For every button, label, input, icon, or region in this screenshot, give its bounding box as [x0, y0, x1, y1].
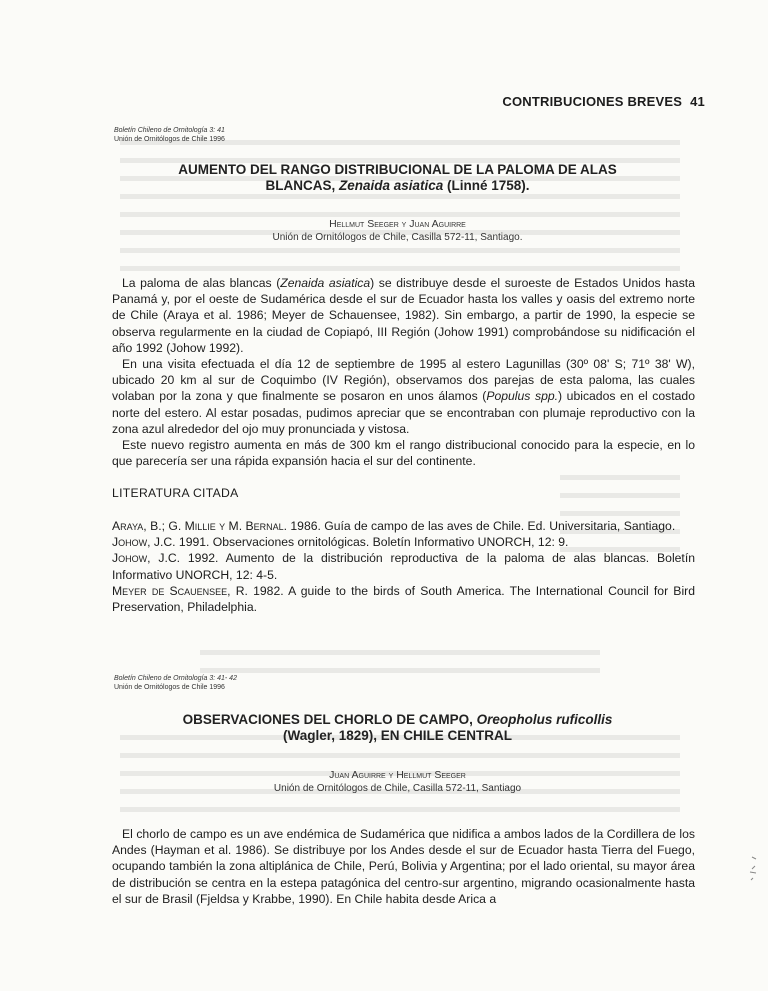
- paragraph: El chorlo de campo es un ave endémica de Sudamérica que nidifica a ambos lados de la Cordillera de los Andes (Hayman et al. 1986). Se distribuye por los Andes desde el sur de Ecuador hasta Tierra del Fuego, ocupando también la zona altiplánica de Chile, Perú, Bolivia y Argentina; por el lado oriental, su mayor área de distribución se centra en la estepa patagónica del centro-sur argentino, migrando ocasionalmente hasta el sur de Brasil (Fjeldsa y Krabbe, 1990). En Chile habita desde Arica a: [112, 827, 695, 906]
- title-line-1: AUMENTO DEL RANGO DISTRIBUCIONAL DE LA PALOMA DE ALAS: [178, 162, 617, 177]
- authors: Juan Aguirre y Hellmut Seeger: [329, 769, 466, 781]
- author-block-2: [110, 768, 685, 796]
- title-line-2: (Wagler, 1829), EN CHILE CENTRAL: [282, 728, 513, 743]
- reference-list: [112, 518, 695, 615]
- affiliation: Unión de Ornitólogos de Chile, Casilla 572-11, Santiago: [273, 783, 522, 794]
- species-name: Oreopholus ruficollis: [476, 712, 613, 727]
- article-title-2: [110, 712, 685, 744]
- reference-item: Meyer de Scauensee, R. 1982. A guide to the birds of South America. The International Council for Bird Preservation, Philadelphia.: [112, 583, 695, 615]
- paragraph: Este nuevo registro aumenta en más de 300 km el rango distribucional conocido para la especie, en lo que parecería ser una rápida expansión hacia el sur del continente.: [112, 438, 695, 469]
- reference-item: Johow, J.C. 1992. Aumento de la distribución reproductiva de la paloma de alas blancas. Boletín Informativo UNORCH, 12: 4-5.: [112, 551, 695, 582]
- citation-journal: Boletín Chileno de Ornitología 3: 41- 42: [114, 675, 237, 682]
- running-head: [502, 94, 705, 109]
- title-text: (Linné 1758).: [443, 178, 530, 193]
- citation-journal: Boletín Chileno de Ornitología 3: 41: [114, 127, 225, 134]
- article-body-1: [112, 275, 695, 469]
- reference-item: Johow, J.C. 1991. Observaciones ornitológicas. Boletín Informativo UNORCH, 12: 9.: [112, 535, 569, 550]
- paragraph: En una visita efectuada el día 12 de septiembre de 1995 al estero Lagunillas (30º 08' S; 71º 38' W), ubicado 20 km al sur de Coquimbo (IV Región), observamos dos parejas de esta paloma, las cuales volaban por la zona y que finalmente se posaron en unos álamos (Populus spp.) ubicados en el costado norte del estero. Al estar posadas, pudimos apreciar que se encontraban con plumaje reproductivo con la zona azul alrededor del ojo muy pronunciada y vistosa.: [112, 357, 695, 436]
- species-name: Zenaida asiatica: [280, 276, 371, 290]
- authors: Hellmut Seeger y Juan Aguirre: [329, 218, 466, 230]
- citation-publisher: Unión de Ornitólogos de Chile 1996: [114, 135, 225, 143]
- title-text: BLANCAS,: [265, 178, 339, 193]
- species-name: Populus spp.: [486, 389, 559, 404]
- article-body-2: [112, 826, 695, 907]
- paragraph: La paloma de alas blancas (Zenaida asiatica) se distribuye desde el suroeste de Estados Unidos hasta Panamá y, por el oeste de Sudamérica desde el sur de Ecuador hasta los valles y oasis del extremo norte de Chile (Araya et al. 1986; Meyer de Schauensee, 1982). Sin embargo, a partir de 1990, la especie se observa regularmente en la ciudad de Copiapó, III Región (Johow 1991) comprobándose su nidificación el año 1992 (Johow 1992).: [112, 276, 695, 355]
- species-name: Zenaida asiatica: [338, 178, 444, 193]
- citation-block-1: [114, 127, 225, 144]
- page-number: 41: [690, 94, 705, 109]
- affiliation: Unión de Ornitólogos de Chile, Casilla 572-11, Santiago.: [272, 232, 523, 243]
- title-line-2: [110, 178, 685, 194]
- literature-heading: LITERATURA CITADA: [112, 486, 239, 500]
- title-line-1: OBSERVACIONES DEL CHORLO DE CAMPO, Oreopholus ruficollis: [182, 712, 613, 727]
- article-title-1: [110, 162, 685, 194]
- citation-publisher: Unión de Ornitólogos de Chile 1996: [114, 683, 225, 691]
- citation-block-2: [114, 675, 237, 692]
- reference-item: Araya, B.; G. Millie y M. Bernal. 1986. Guía de campo de las aves de Chile. Ed. Universitaria, Santiago.: [112, 519, 676, 533]
- running-head-section: CONTRIBUCIONES BREVES: [502, 94, 683, 109]
- author-block-1: [110, 217, 685, 245]
